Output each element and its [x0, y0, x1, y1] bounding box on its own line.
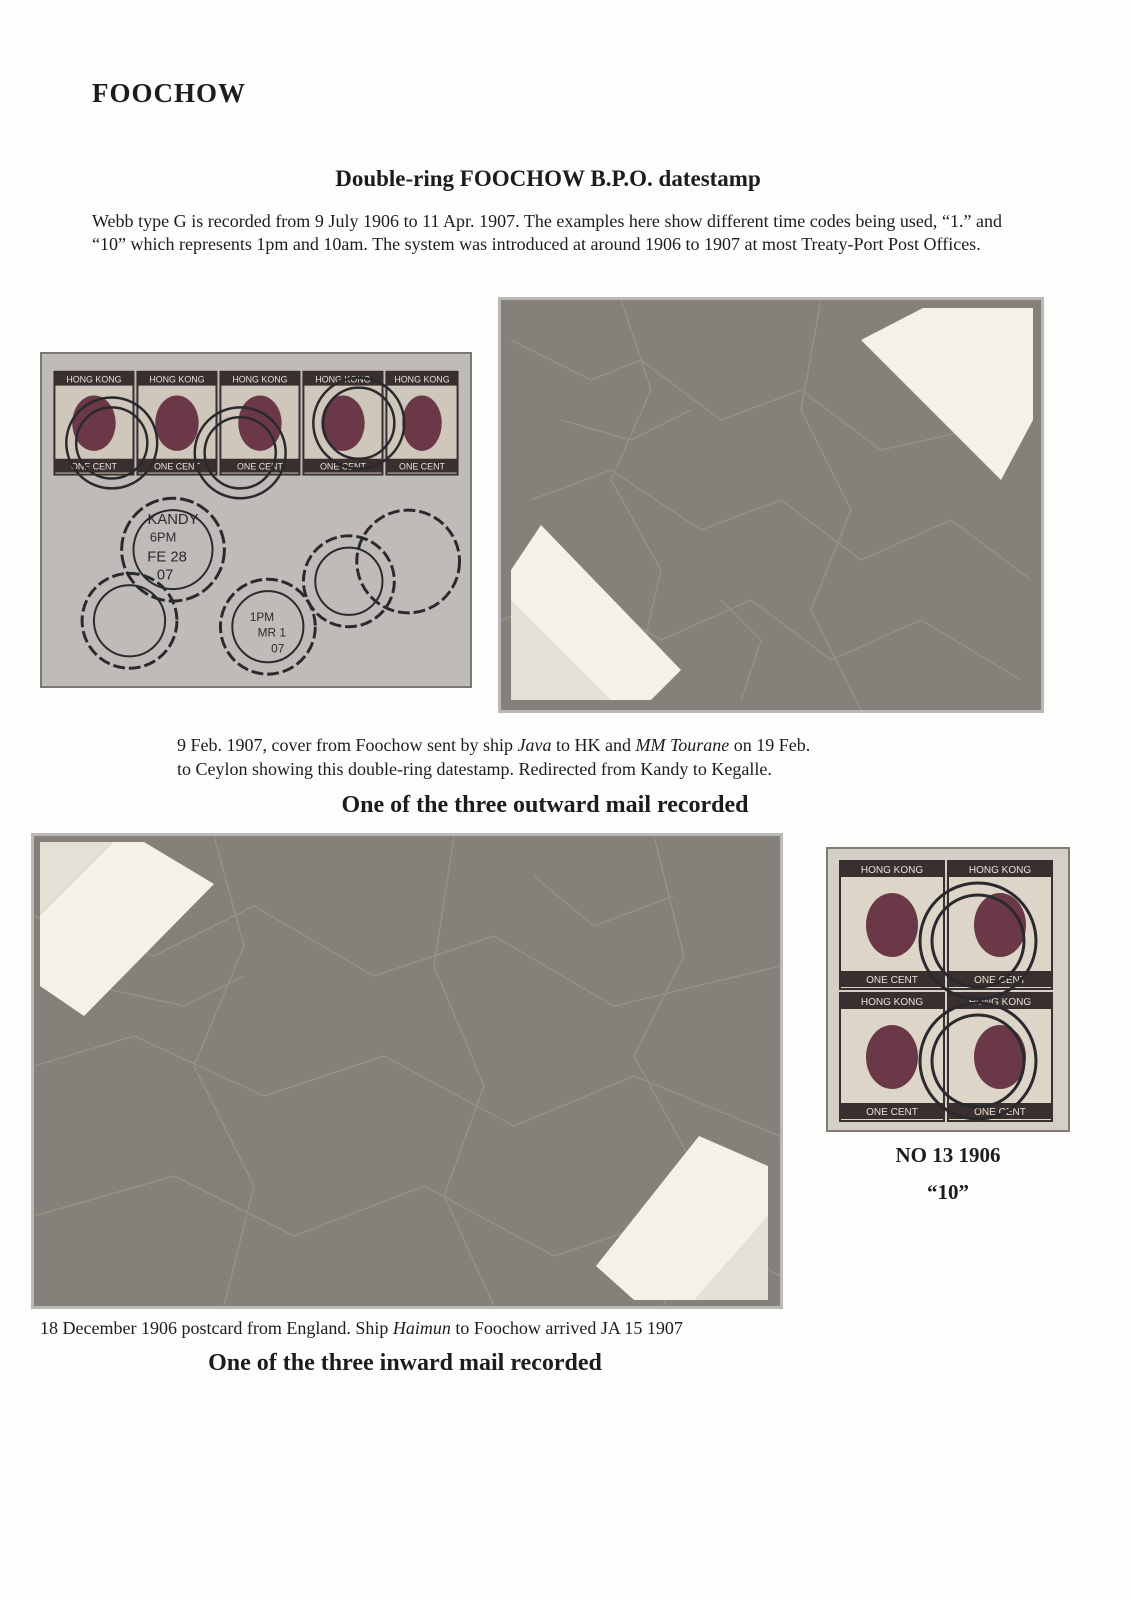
stamp: [54, 372, 133, 475]
svg-text:HONG KONG: HONG KONG: [315, 374, 371, 385]
svg-text:07: 07: [156, 567, 174, 584]
outward-mail-heading: One of the three outward mail recorded: [341, 792, 749, 818]
stamp-block-image: [826, 847, 1070, 1132]
svg-text:ONE CENT: ONE CENT: [399, 461, 445, 472]
svg-text:HONG KONG: HONG KONG: [66, 374, 122, 385]
svg-text:ONE CENT: ONE CENT: [71, 461, 117, 472]
svg-text:1PM: 1PM: [249, 609, 275, 624]
svg-text:MR 1: MR 1: [257, 625, 286, 640]
svg-text:ONE CENT: ONE CENT: [320, 461, 366, 472]
cover-front-illustration: [42, 354, 470, 686]
svg-text:HONG KONG: HONG KONG: [860, 997, 924, 1008]
postcard-caption-text: to Foochow arrived JA 15 1907: [450, 1318, 683, 1338]
album-page-illustration: [34, 836, 780, 1306]
svg-text:KANDY: KANDY: [147, 511, 199, 528]
svg-text:HONG KONG: HONG KONG: [149, 374, 205, 385]
album-page-illustration: [501, 300, 1041, 710]
svg-text:ONE CENT: ONE CENT: [974, 1107, 1026, 1118]
svg-text:ONE CENT: ONE CENT: [237, 461, 283, 472]
svg-text:HONG KONG: HONG KONG: [968, 865, 1032, 876]
cover-front-image: [40, 352, 472, 688]
cover-caption-line2: to Ceylon showing this double-ring datestamp. Redirected from Kandy to Kegalle.: [177, 759, 772, 779]
cover-caption: [177, 733, 937, 781]
stamp: [840, 993, 944, 1121]
cover-caption-text: on 19 Feb.: [729, 735, 811, 755]
postcard-image: [31, 833, 783, 1309]
svg-text:HONG KONG: HONG KONG: [394, 374, 450, 385]
block-time-code: “10”: [927, 1180, 969, 1204]
postcard-caption-text: 18 December 1906 postcard from England. Ship: [40, 1318, 393, 1338]
section-title: Double-ring FOOCHOW B.P.O. datestamp: [335, 166, 761, 191]
svg-text:HONG KONG: HONG KONG: [232, 374, 288, 385]
svg-text:ONE CENT: ONE CENT: [154, 461, 200, 472]
postcard-caption: [40, 1316, 800, 1340]
ship-name-java: Java: [517, 735, 552, 755]
svg-text:FE 28: FE 28: [147, 549, 187, 566]
svg-text:ONE CENT: ONE CENT: [974, 975, 1026, 986]
svg-text:ONE CENT: ONE CENT: [866, 975, 918, 986]
svg-text:ONE CENT: ONE CENT: [866, 1107, 918, 1118]
cover-caption-text: to HK and: [551, 735, 636, 755]
cover-reverse-image: [498, 297, 1044, 713]
stamp-block-illustration: [828, 849, 1068, 1130]
ship-name-haimun: Haimun: [392, 1318, 451, 1338]
intro-paragraph: Webb type G is recorded from 9 July 1906 to 11 Apr. 1907. The examples here show different time codes being used, “1.” and “10” which represents 1pm and 10am. The system was introduced at around 1906 to 1907 at most Treaty-Port Post Offices.: [92, 211, 1002, 254]
svg-text:07: 07: [271, 641, 285, 656]
svg-text:6PM: 6PM: [149, 529, 177, 545]
page-title: FOOCHOW: [92, 78, 246, 108]
stamp: [386, 372, 457, 475]
stamp: [948, 861, 1052, 989]
cover-caption-text: 9 Feb. 1907, cover from Foochow sent by ship: [177, 735, 518, 755]
ship-name-tourane: MM Tourane: [635, 735, 730, 755]
inward-mail-heading: One of the three inward mail recorded: [208, 1350, 602, 1376]
svg-text:HONG KONG: HONG KONG: [860, 865, 924, 876]
stamp: [303, 372, 382, 475]
svg-text:HONG KONG: HONG KONG: [968, 997, 1032, 1008]
block-date-label: NO 13 1906: [895, 1143, 1001, 1167]
